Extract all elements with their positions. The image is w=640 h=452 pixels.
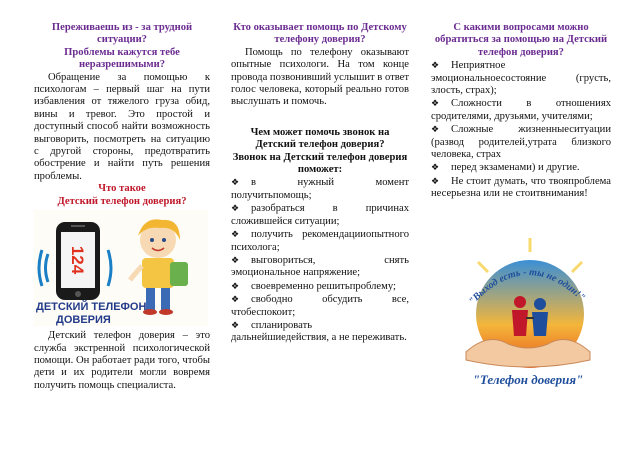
list-item: ❖ разобраться в причинах сложившейся ситуации; bbox=[231, 203, 409, 227]
diamond-bullet-icon: ❖ bbox=[431, 60, 440, 71]
list-item: ❖ получить рекомендацииопытного психолога; bbox=[231, 229, 409, 253]
list-item: ❖ Сложные жизненныеситуации (развод родителей,утрата близкого человека, страх bbox=[431, 124, 611, 161]
diamond-bullet-icon: ❖ bbox=[231, 319, 240, 330]
heading-who-helps: Кто оказывает помощь по Детскому телефону доверия? bbox=[233, 22, 407, 46]
helpline-illustration bbox=[34, 210, 208, 326]
list-item: ❖ Сложности в отношениях сродителями, друзьями, учителями; bbox=[431, 98, 611, 122]
list-item: ❖ Неприятное эмоциональноесостояние (грусть, злость, страх); bbox=[431, 60, 611, 97]
heading-what-is: Что такое bbox=[98, 183, 146, 195]
column-right bbox=[431, 22, 611, 201]
heading-what-questions: С какими вопросами можно обратиться за помощью на Детский телефон доверия? bbox=[434, 22, 608, 58]
heading-call-will-help: Звонок на Детский телефон доверия поможет: bbox=[232, 151, 408, 176]
list-item: ❖ выговориться, снять эмоциональное напряжение; bbox=[231, 254, 409, 279]
illustration-caption-line2: ДОВЕРИЯ bbox=[56, 314, 111, 327]
who-helps-paragraph: Помощь по телефону оказывают опытные психологи. На том конце провода позвонивший услышит в ответ голос человека, который реально готов выслушать и помочь. bbox=[231, 46, 410, 108]
diamond-bullet-icon: ❖ bbox=[431, 124, 440, 135]
diamond-bullet-icon: ❖ bbox=[231, 229, 240, 240]
heading-difficult-situation: Переживаешь из - за трудной ситуации? bbox=[51, 22, 193, 46]
diamond-bullet-icon: ❖ bbox=[231, 254, 240, 265]
list-item: ❖ спланировать дальнейшиедействия, а не переживать. bbox=[231, 319, 407, 344]
questions-list bbox=[431, 59, 611, 200]
diamond-bullet-icon: ❖ bbox=[231, 294, 240, 305]
diamond-bullet-icon: ❖ bbox=[431, 98, 440, 109]
diamond-bullet-icon: ❖ bbox=[431, 175, 440, 186]
intro-paragraph: Обращение за помощью к психологам – первый шаг на пути избавления от тяжелого груза обид, вины и тревог. Это простой и доступный способ найти возможность выговорить, посмотреть на ситуацию с другой стороны, предотвратить обострение и найти путь решения проблемы. bbox=[34, 71, 210, 182]
heading-helpline: Детский телефон доверия? bbox=[57, 195, 187, 207]
list-item: ❖ Не стоит думать, что твояпроблема несерьезна или не стоитвнимания! bbox=[431, 175, 611, 200]
heading-how-call-helps: Чем может помочь звонок на Детский телефон доверия? bbox=[250, 126, 390, 151]
list-item: ❖ в нужный момент получитьпомощь; bbox=[231, 177, 409, 201]
diamond-bullet-icon: ❖ bbox=[431, 162, 440, 173]
list-item: ❖ свободно обсудить все, чтобеспокоит; bbox=[231, 294, 409, 318]
diamond-bullet-icon: ❖ bbox=[231, 177, 240, 188]
help-list bbox=[231, 176, 409, 344]
helpline-description: Детский телефон доверия – это служба экстренной психологической помощи. Он работает ради того, чтобы дети и их родители могли вовремя получить помощь специалиста. bbox=[34, 330, 210, 391]
logo-title: "Телефон доверия" bbox=[472, 372, 584, 387]
column-middle bbox=[231, 22, 409, 345]
logo-slogan: "Выход есть - ты не один!" bbox=[466, 266, 588, 308]
illustration-caption-line1: ДЕТСКИЙ ТЕЛЕФОН bbox=[36, 301, 147, 314]
diamond-bullet-icon: ❖ bbox=[231, 280, 240, 291]
column-left bbox=[34, 22, 210, 392]
phone-digits: 124 bbox=[68, 245, 87, 275]
list-item: ❖ перед экзаменами) и другие. bbox=[431, 162, 580, 174]
list-item: ❖ своевременно решитьпроблему; bbox=[231, 280, 396, 292]
diamond-bullet-icon: ❖ bbox=[231, 203, 240, 214]
heading-unsolvable-problems: Проблемы кажутся тебе неразрешимыми? bbox=[64, 46, 180, 71]
helpline-logo bbox=[448, 232, 608, 402]
